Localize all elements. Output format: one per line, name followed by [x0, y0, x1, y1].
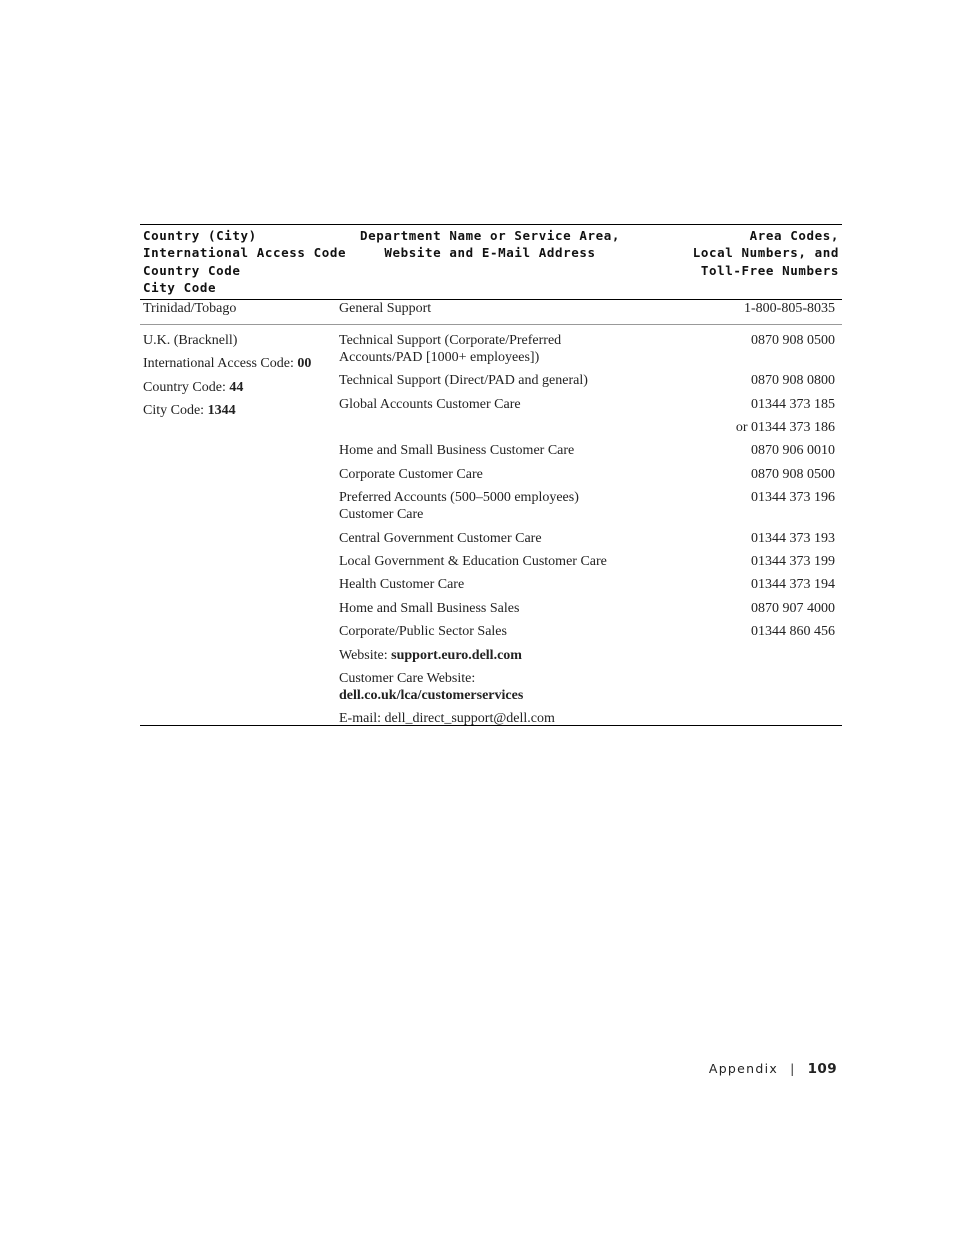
table-row-uk — [140, 325, 842, 725]
table-row-trinidad — [140, 300, 842, 324]
header-text: Country Code — [143, 262, 241, 278]
department-name: Central Government Customer Care — [339, 531, 542, 546]
footer-separator: | — [790, 1061, 796, 1076]
email-address: E-mail: dell_direct_support@dell.com — [339, 711, 555, 726]
contact-table — [140, 224, 842, 726]
phone-number: 0870 907 4000 — [751, 601, 835, 616]
header-text: Country (City) — [143, 228, 257, 243]
phone-number: 01344 860 456 — [751, 624, 835, 639]
customer-care-link[interactable]: dell.co.uk/lca/customerservices — [339, 688, 524, 703]
country-code: Country Code: 44 — [143, 379, 244, 395]
department-name: Preferred Accounts (500–5000 employees) Customer Care — [339, 490, 579, 522]
page-number: 109 — [807, 1061, 837, 1077]
department-name: Home and Small Business Customer Care — [339, 443, 575, 458]
city-code: City Code: 1344 — [143, 402, 236, 418]
department-name: General Support — [339, 301, 432, 316]
table-header — [140, 225, 842, 299]
department-name: Home and Small Business Sales — [339, 601, 520, 616]
phone-number: 0870 906 0010 — [751, 443, 835, 458]
header-country-column — [143, 227, 346, 296]
footer-section-title: Appendix — [708, 1061, 779, 1076]
international-access-code: International Access Code: 00 — [143, 356, 312, 372]
department-name: Global Accounts Customer Care — [339, 397, 521, 412]
header-text: International Access Code — [143, 245, 347, 261]
header-text: Website and E-Mail Address — [384, 245, 596, 261]
website-link[interactable]: support.euro.dell.com — [391, 648, 522, 663]
header-department-column — [340, 227, 640, 262]
header-text: Area Codes, — [749, 228, 839, 243]
department-name: Corporate Customer Care — [339, 467, 483, 482]
website: Website: support.euro.dell.com — [339, 648, 522, 663]
phone-number: 01344 373 196 — [751, 490, 835, 505]
country-name: Trinidad/Tobago — [143, 301, 237, 316]
department-name: Health Customer Care — [339, 577, 465, 592]
phone-number: 01344 373 193 — [751, 531, 835, 546]
email-link[interactable]: dell_direct_support@dell.com — [384, 711, 555, 726]
country-name: U.K. (Bracknell) — [143, 333, 238, 348]
header-numbers-column — [693, 227, 839, 279]
header-text: City Code — [143, 279, 217, 295]
phone-number: 01344 373 185 — [751, 397, 835, 412]
phone-number: 01344 373 194 — [751, 577, 835, 592]
phone-number: or 01344 373 186 — [735, 420, 835, 435]
header-text: Department Name or Service Area, — [359, 228, 621, 243]
page-footer — [709, 1061, 837, 1077]
phone-number: 1-800-805-8035 — [744, 301, 835, 316]
phone-number: 0870 908 0500 — [751, 333, 835, 348]
customer-care-website: Customer Care Website: dell.co.uk/lca/customerservices — [339, 671, 524, 703]
header-text: Toll-Free Numbers — [700, 262, 839, 278]
phone-number: 0870 908 0800 — [751, 373, 835, 388]
uk-country-info — [143, 331, 311, 425]
phone-number: 01344 373 199 — [751, 554, 835, 569]
department-name: Local Government & Education Customer Care — [339, 554, 607, 569]
phone-number: 0870 908 0500 — [751, 467, 835, 482]
department-name: Corporate/Public Sector Sales — [339, 624, 507, 639]
header-text: Local Numbers, and — [692, 245, 839, 261]
department-name: Technical Support (Direct/PAD and general) — [339, 373, 588, 388]
department-name: Technical Support (Corporate/Preferred Accounts/PAD [1000+ employees]) — [339, 333, 562, 365]
